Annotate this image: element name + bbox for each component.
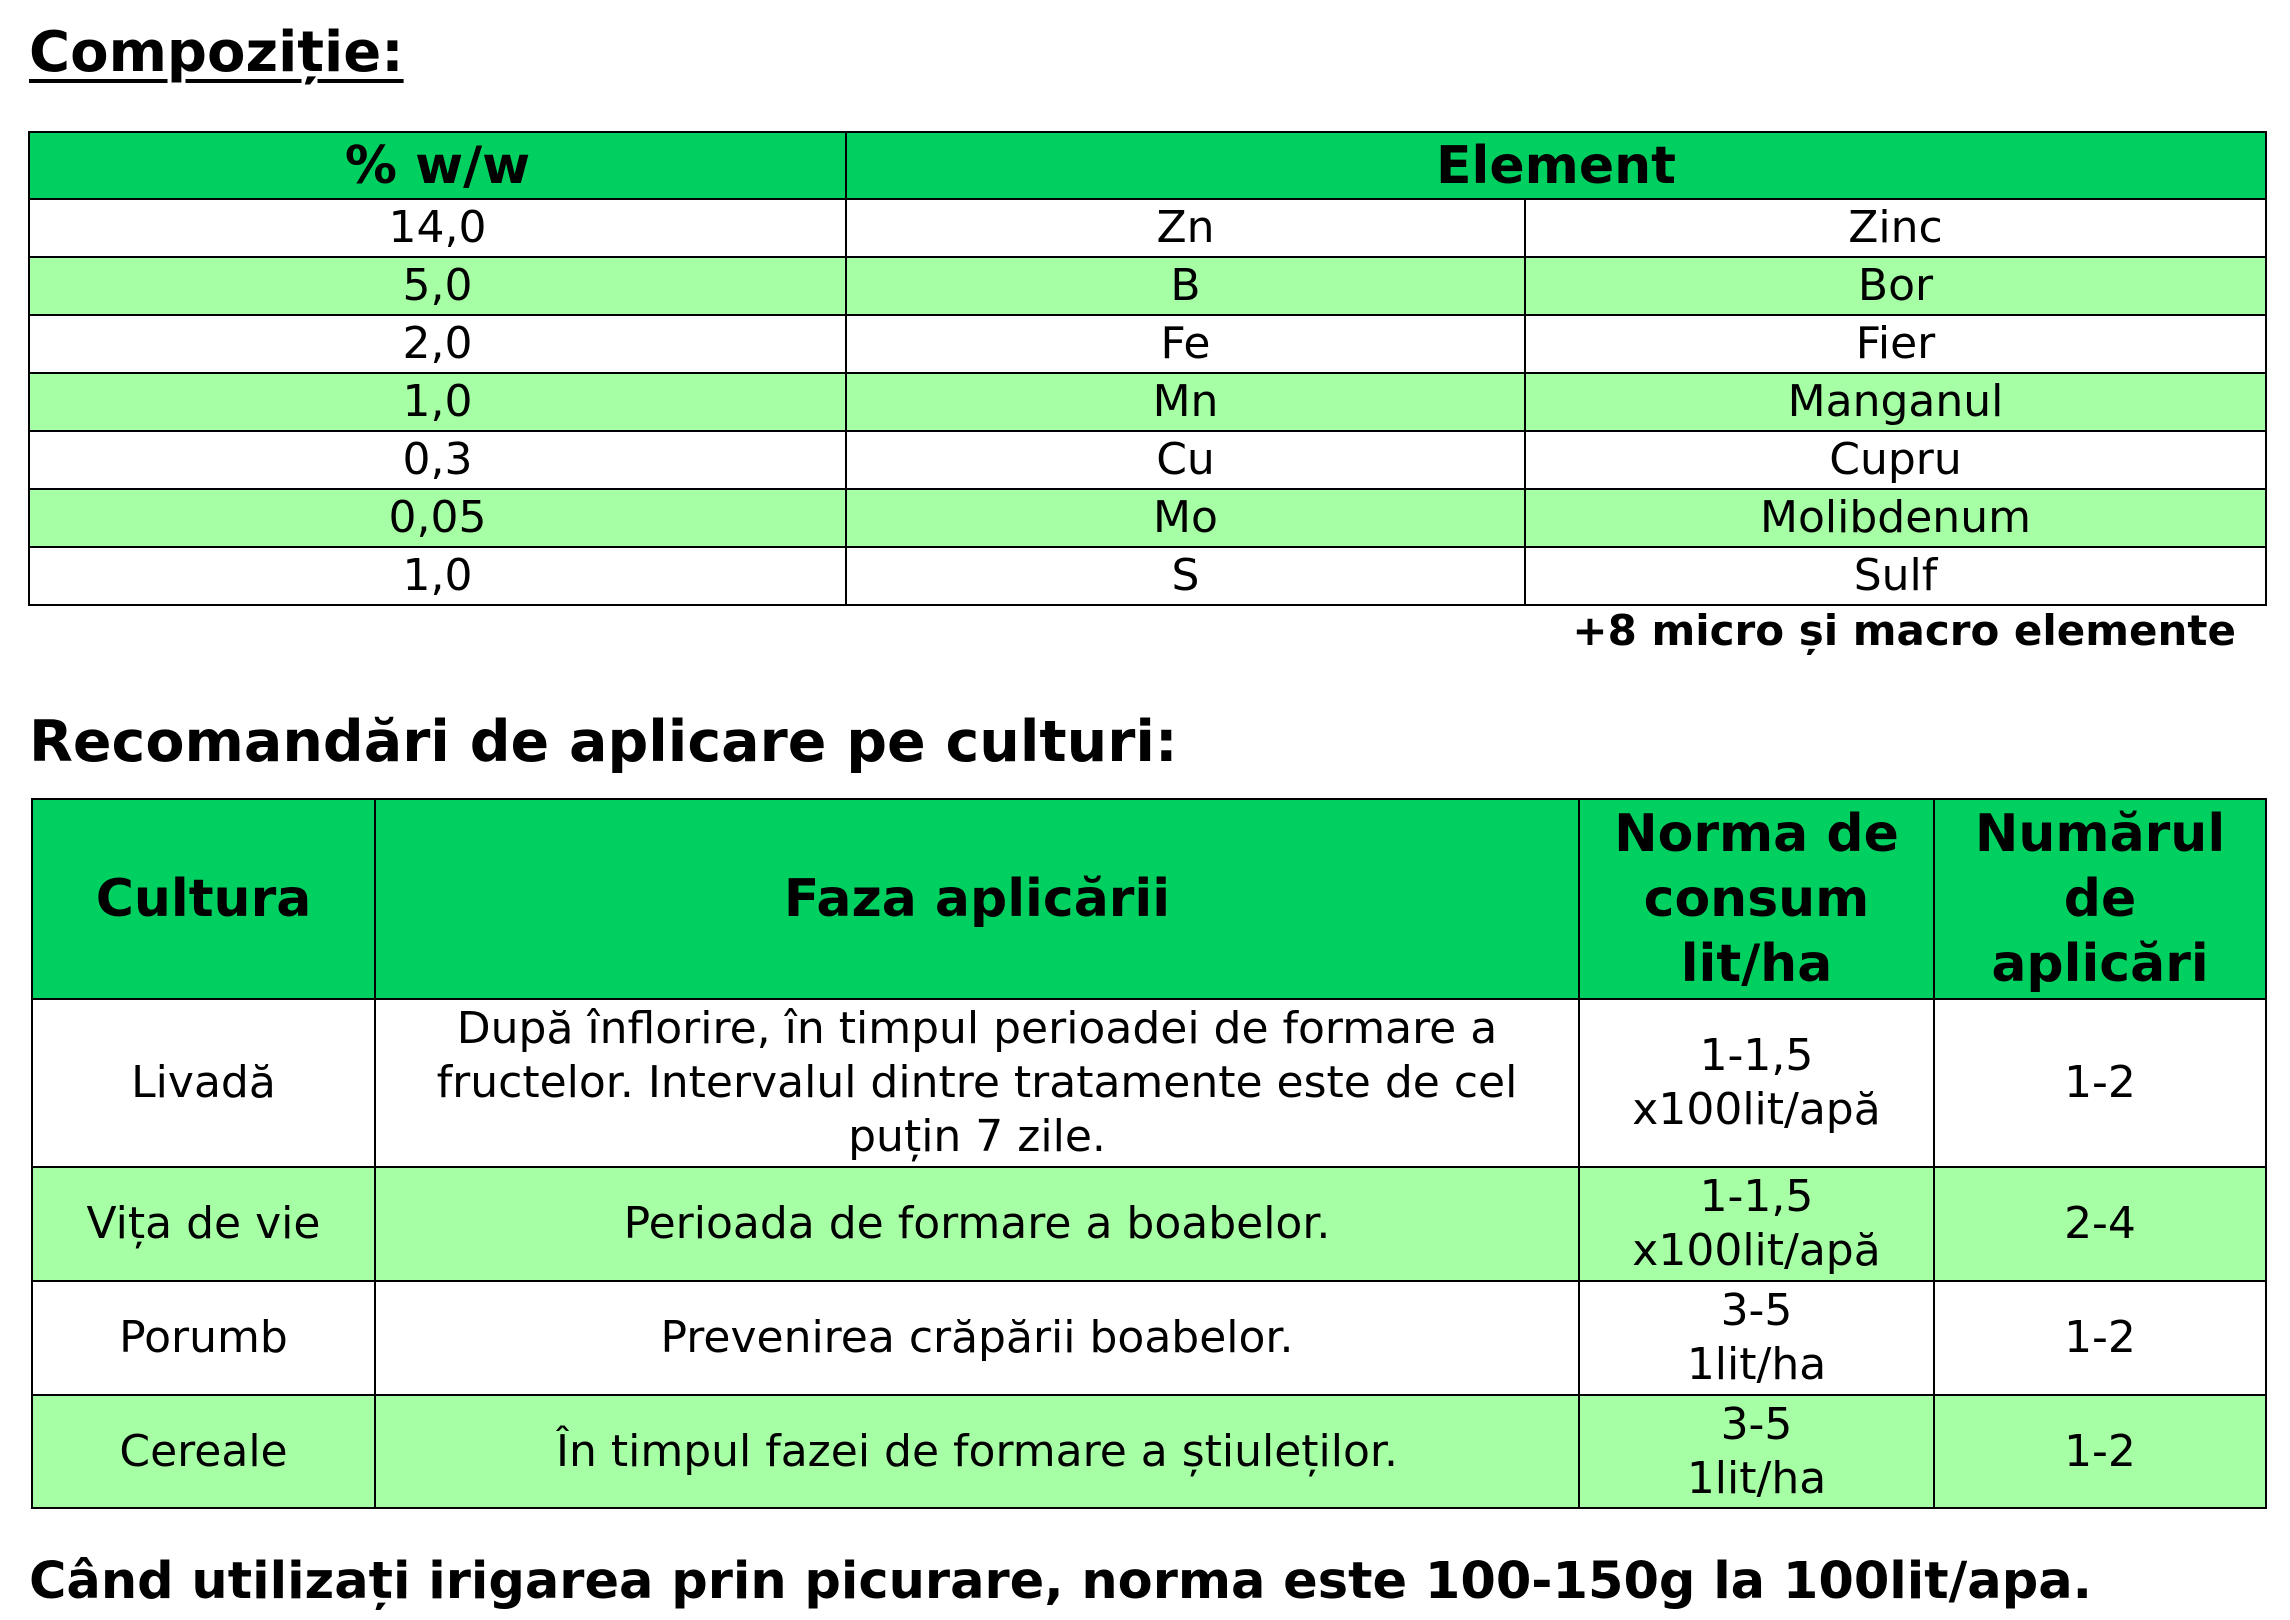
recommendations-table-header: [32, 799, 2266, 999]
consumption-rate-amount: 1-1,5: [1699, 1030, 1814, 1081]
composition-table-body: [29, 199, 2266, 605]
element-symbol-cell: S: [846, 547, 1525, 605]
consumption-rate-header: Norma de consum lit/ha: [1579, 799, 1934, 999]
consumption-rate-amount: 3-5: [1720, 1398, 1793, 1450]
element-header: Element: [846, 132, 2266, 199]
element-name-cell: Molibdenum: [1525, 489, 2266, 547]
application-phase-cell: După înflorire, în timpul perioadei de formare a fructelor. Intervalul dintre tratamente este de cel puțin 7 zile.: [375, 999, 1579, 1167]
consumption-rate-unit: 1lit/ha: [1686, 1339, 1827, 1390]
consumption-rate-unit: 1lit/ha: [1686, 1452, 1827, 1504]
crop-header: Cultura: [32, 799, 375, 999]
recommendations-title: Recomandări de aplicare pe culturi:: [29, 709, 1178, 775]
crop-cell: Cereale: [32, 1395, 375, 1508]
element-symbol-cell: Cu: [846, 431, 1525, 489]
element-symbol-cell: Mn: [846, 373, 1525, 431]
element-name-cell: Cupru: [1525, 431, 2266, 489]
element-symbol-cell: Fe: [846, 315, 1525, 373]
consumption-rate-unit: x100lit/apă: [1632, 1225, 1881, 1276]
element-symbol-cell: Zn: [846, 199, 1525, 257]
percent-cell: 0,3: [29, 431, 846, 489]
composition-row: [29, 373, 2266, 431]
composition-row: [29, 199, 2266, 257]
consumption-rate-cell: [1579, 1281, 1934, 1395]
applications-count-cell: 1-2: [1934, 999, 2266, 1167]
applications-count-cell: 1-2: [1934, 1395, 2266, 1508]
recommendations-table-body: [32, 999, 2266, 1508]
micro-macro-elements-note: +8 micro și macro elemente: [1572, 606, 2236, 655]
consumption-rate-amount: 3-5: [1720, 1285, 1793, 1336]
percent-cell: 14,0: [29, 199, 846, 257]
recommendations-table-head: [32, 799, 2266, 999]
application-phase-header: Faza aplicării: [375, 799, 1579, 999]
consumption-rate-unit: x100lit/apă: [1632, 1084, 1881, 1135]
percent-cell: 0,05: [29, 489, 846, 547]
applications-count-header: Numărul de aplicări: [1934, 799, 2266, 999]
recommendation-row: [32, 1167, 2266, 1281]
recommendation-row: [32, 999, 2266, 1167]
percent-header: % w/w: [29, 132, 846, 199]
composition-row: [29, 257, 2266, 315]
percent-cell: 1,0: [29, 373, 846, 431]
application-phase-cell: Prevenirea crăpării boabelor.: [375, 1281, 1579, 1395]
percent-cell: 5,0: [29, 257, 846, 315]
composition-row: [29, 315, 2266, 373]
consumption-rate-cell: [1579, 1167, 1934, 1281]
composition-table-header: [29, 132, 2266, 199]
element-name-cell: Fier: [1525, 315, 2266, 373]
recommendations-table: [31, 798, 2267, 1509]
application-phase-cell: Perioada de formare a boabelor.: [375, 1167, 1579, 1281]
crop-cell: Porumb: [32, 1281, 375, 1395]
composition-table-head: [29, 132, 2266, 199]
composition-table: [28, 131, 2267, 606]
element-symbol-cell: B: [846, 257, 1525, 315]
consumption-rate-cell: [1579, 1395, 1934, 1508]
drip-irrigation-note: Când utilizați irigarea prin picurare, norma este 100-150g la 100lit/apa.: [29, 1552, 2092, 1611]
applications-count-cell: 2-4: [1934, 1167, 2266, 1281]
composition-row: [29, 489, 2266, 547]
element-name-cell: Sulf: [1525, 547, 2266, 605]
percent-cell: 2,0: [29, 315, 846, 373]
recommendation-row: [32, 1281, 2266, 1395]
composition-row: [29, 547, 2266, 605]
element-symbol-cell: Mo: [846, 489, 1525, 547]
element-name-cell: Bor: [1525, 257, 2266, 315]
composition-row: [29, 431, 2266, 489]
element-name-cell: Zinc: [1525, 199, 2266, 257]
consumption-rate-cell: [1579, 999, 1934, 1167]
application-phase-cell: În timpul fazei de formare a știuleților.: [375, 1395, 1579, 1508]
element-name-cell: Manganul: [1525, 373, 2266, 431]
recommendation-row: [32, 1395, 2266, 1508]
crop-cell: Livadă: [32, 999, 375, 1167]
percent-cell: 1,0: [29, 547, 846, 605]
composition-title: Compoziție:: [29, 20, 404, 85]
applications-count-cell: 1-2: [1934, 1281, 2266, 1395]
crop-cell: Vița de vie: [32, 1167, 375, 1281]
consumption-rate-amount: 1-1,5: [1699, 1171, 1814, 1222]
